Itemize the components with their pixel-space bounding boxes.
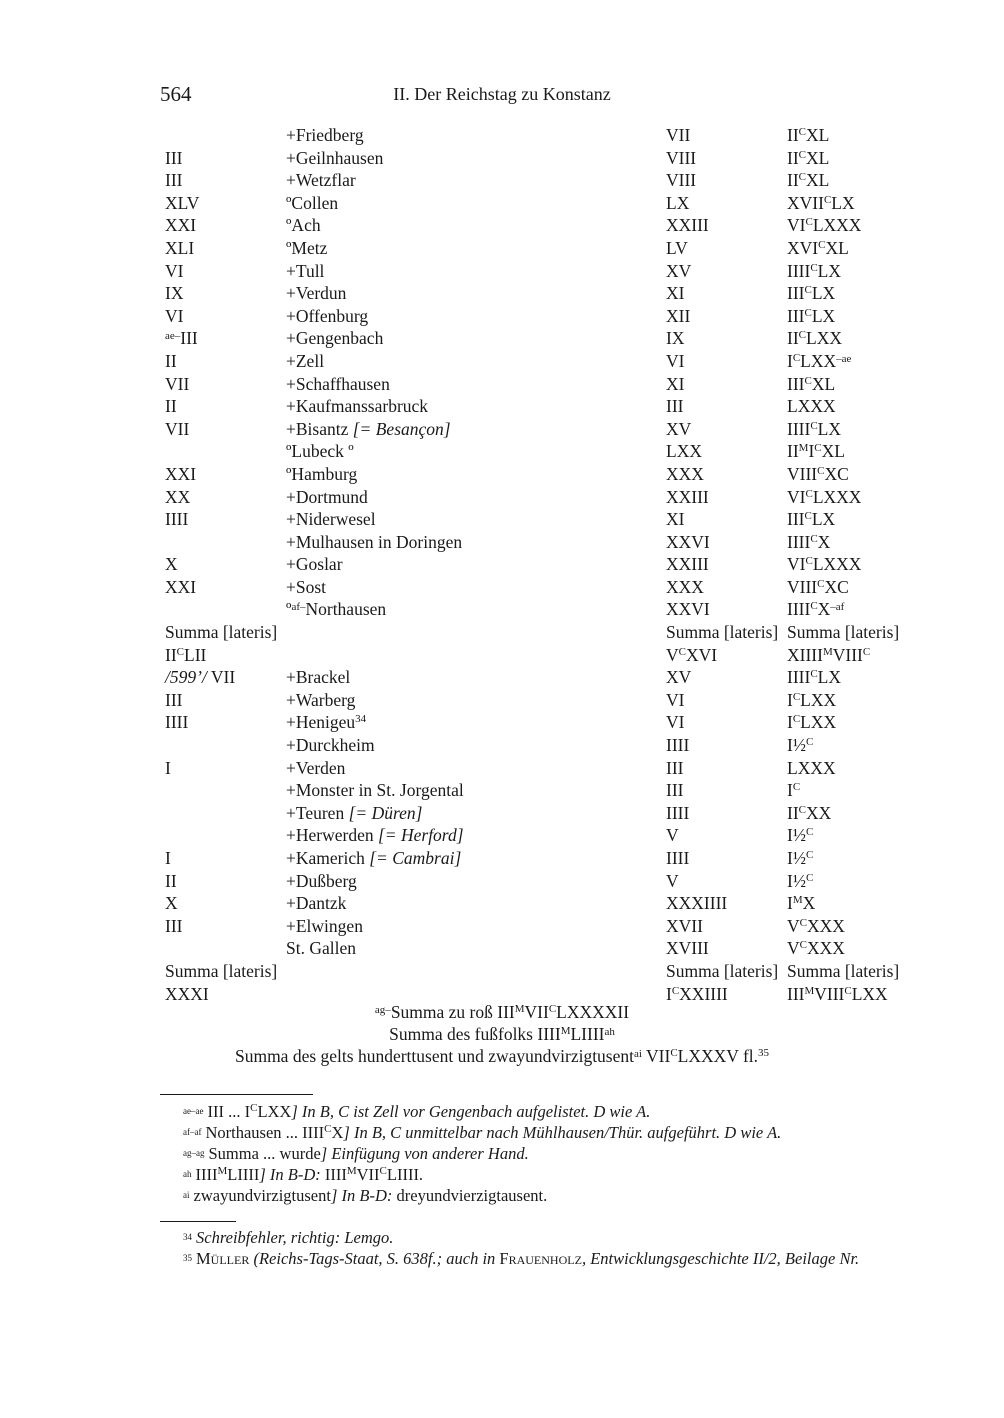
table-cell-c3: VI [666, 689, 685, 710]
table-cell-c2: St. Gallen [286, 938, 356, 959]
table-cell-c1: XX [165, 486, 191, 507]
table-cell-c4: $VI^CLXXX$ [787, 554, 862, 575]
table-cell-c1: III [165, 170, 183, 191]
table-cell-c2: +Verden [286, 757, 346, 778]
table-cell-c1: IIII [165, 712, 189, 733]
table-cell-c3: XVII [666, 915, 703, 936]
table-cell-c4: $II^CXL$ [787, 125, 830, 145]
table-cell-c3: XV [666, 418, 692, 439]
table-cell-c4: $II^MI^CXL$ [787, 441, 845, 462]
table-cell-c2: +Tull [286, 260, 325, 281]
table-cell-c2: +Kamerich [= Cambrai] [286, 848, 462, 868]
note-marker: ae–ae [183, 1106, 204, 1116]
table-cell-c2: +Henigeu$^{34}$ [286, 712, 367, 733]
table-cell-c4: $XIIII^MVIII^C$ [787, 644, 871, 665]
table-cell-c1: III [165, 915, 183, 936]
table-cell-c2: +Geilnhausen [286, 147, 384, 168]
table-cell-c4: $I^MX$ [787, 893, 816, 914]
table-cell-c2: +Brackel [286, 667, 351, 688]
table-cell-c2: +Sost [286, 576, 327, 597]
table-cell-c2: +Wetzflar [286, 170, 356, 191]
table-cell-c2: +Goslar [286, 554, 343, 575]
note-marker: af–af [183, 1127, 202, 1137]
table-cell-c4: $I^CLXX$ [787, 689, 837, 710]
note-line: ah $IIII^MLIIII$] In B-D: $IIII^MVII^CLIIII$. [183, 1165, 424, 1184]
table-cell-c4: $I^C$ [787, 780, 801, 801]
footnote-rule [160, 1221, 236, 1222]
table-cell-c3: XI [666, 373, 685, 394]
table-cell-c4: $III^CLX$ [787, 509, 836, 530]
table-cell-c3: $V^CXVI$ [666, 644, 718, 665]
table-cell-c3: XV [666, 260, 692, 281]
table-cell-c1: II [165, 350, 177, 371]
table-cell-c4: Summa [lateris] [787, 622, 900, 643]
page-number: 564 [160, 82, 192, 106]
table-cell-c2: ºMetz [286, 237, 328, 258]
note-line: ag–ag Summa ... wurde] Einfügung von anderer Hand. [183, 1144, 529, 1163]
table-cell-c1: I [165, 848, 171, 868]
table-cell-c1: $^{ae-}$III [165, 328, 198, 349]
table-cell-c4: $VI^CLXXX$ [787, 215, 862, 236]
table-cell-c1: XLI [165, 237, 195, 258]
table-cell-c4: $I^CLXX^{-ae}$ [787, 350, 852, 371]
table-cell-c3: VIII [666, 147, 697, 168]
table-cell-c3: XII [666, 305, 691, 326]
table-cell-c4: $IIII^CLX$ [787, 418, 841, 439]
table-cell-c2: +Zell [286, 350, 325, 371]
footnote-marker: 34 [183, 1232, 192, 1242]
table-cell-c2: º$^{af-}$Northausen [286, 599, 387, 620]
table-cell-c2: +Offenburg [286, 305, 369, 326]
table-cell-c2: +Teuren [= Düren] [286, 802, 423, 823]
table-cell-c4: I½$^C$ [787, 825, 814, 846]
table-cell-c2: +Gengenbach [286, 328, 384, 349]
table-cell-c1: Summa [lateris] [165, 960, 278, 981]
running-title: II. Der Reichstag zu Konstanz [393, 84, 611, 104]
table-cell-c1: II [165, 396, 177, 417]
table-cell-c3: XVIII [666, 938, 709, 959]
table-cell-c3: XXXIIII [666, 893, 728, 914]
table-cell-c2: +Mulhausen in Doringen [286, 531, 463, 552]
table-cell-c1: XXI [165, 576, 197, 597]
apparatus-rule [160, 1094, 313, 1095]
table-cell-c4: $IIII^CLX$ [787, 667, 841, 688]
table-cell-c1: X [165, 554, 178, 575]
table-cell-c1: XXI [165, 215, 197, 236]
table-cell-c1: III [165, 147, 183, 168]
table-cell-c2: +Herwerden [= Herford] [286, 825, 464, 846]
table-cell-c4: Summa [lateris] [787, 960, 900, 981]
table-cell-c2: +Dortmund [286, 486, 368, 507]
table-cell-c2: +Verdun [286, 283, 347, 304]
table-cell-c3: XV [666, 667, 692, 688]
table-cell-c3: XI [666, 283, 685, 304]
note-line: af–af Northausen ... $IIII^CX$] In B, C unmittelbar nach Mühlhausen/Thür. aufgeführt. D wie A. [183, 1123, 782, 1142]
table-cell-c4: $III^MVIII^CLXX$ [787, 983, 888, 1004]
table-cell-c2: +Elwingen [286, 915, 363, 936]
table-cell-c2: +Monster in St. Jorgental [286, 780, 464, 801]
table-cell-c3: XXVI [666, 599, 710, 620]
table-cell-c3: $I^CXXIIII$ [666, 983, 728, 1004]
table-cell-c2: +Durckheim [286, 735, 375, 756]
table-cell-c4: LXXX [787, 757, 836, 778]
table-cell-c4: $IIII^CLX$ [787, 260, 841, 281]
table-cell-c3: Summa [lateris] [666, 960, 779, 981]
table-cell-c2: +Schaffhausen [286, 373, 390, 394]
table-cell-c3: VI [666, 712, 685, 733]
table-cell-c3: VII [666, 125, 691, 145]
table-cell-c1: IIII [165, 509, 189, 530]
table-cell-c1: $II^CLII$ [165, 644, 207, 665]
table-cell-c1: I [165, 757, 171, 778]
note-marker: ai [183, 1190, 190, 1200]
note-line: ai zwayundvirzigtusent] In B-D: dreyundvierzigtausent. [183, 1186, 548, 1205]
footnote-marker: 35 [183, 1253, 192, 1263]
table-cell-c3: XXIII [666, 215, 709, 236]
table-cell-c4: $V^CXXX$ [787, 938, 845, 959]
table-cell-c3: V [666, 825, 679, 846]
table-cell-c4: $I^CLXX$ [787, 712, 837, 733]
total-riders: $^{ag-}$Summa zu roß $III^MVII^CLXXXXII$ [374, 1002, 630, 1022]
table-cell-c4: $IIII^CX^{-af}$ [787, 599, 845, 620]
note-marker: ag–ag [183, 1148, 205, 1158]
table-cell-c4: LXXX [787, 396, 836, 417]
table-cell-c1: IX [165, 283, 184, 304]
table-cell-c3: VIII [666, 170, 697, 191]
table-cell-c3: IIII [666, 802, 690, 823]
table-cell-c3: XXVI [666, 531, 710, 552]
table-cell-c1: II [165, 870, 177, 891]
table-cell-c3: LXX [666, 441, 702, 462]
table-cell-c4: I½$^C$ [787, 735, 814, 756]
table-cell-c1: VI [165, 260, 184, 281]
table-cell-c4: $II^CLXX$ [787, 328, 842, 349]
table-cell-c4: I½$^C$ [787, 848, 814, 868]
table-cell-c3: XXX [666, 463, 704, 484]
table-cell-c1: VII [165, 373, 190, 394]
table-cell-c2: ºHamburg [286, 463, 358, 484]
table-cell-c3: LV [666, 237, 688, 258]
table-cell-c3: XI [666, 509, 685, 530]
table-cell-c2: ºLubeck º [286, 441, 354, 462]
table-cell-c1: VII [165, 418, 190, 439]
table-cell-c4: $IIII^CX$ [787, 531, 831, 552]
table-cell-c2: ºCollen [286, 192, 339, 213]
total-money: Summa des gelts hunderttusent und zwayundvirzigtusent$^{ai}$ $VII^CLXXXV$ fl.$^{35}$ [234, 1046, 770, 1066]
table-cell-c3: V [666, 870, 679, 891]
table-cell-c3: XXIII [666, 486, 709, 507]
note-marker: ah [183, 1169, 192, 1179]
table-cell-c2: +Dußberg [286, 870, 357, 891]
table-cell-c3: XXX [666, 576, 704, 597]
total-foot: Summa des fußfolks $IIII^MLIIII^{ah}$ [389, 1024, 615, 1044]
table-cell-c3: Summa [lateris] [666, 622, 779, 643]
table-cell-c3: LX [666, 192, 690, 213]
table-cell-c1: XXI [165, 463, 197, 484]
table-cell-c2: +Warberg [286, 689, 356, 710]
table-cell-c3: III [666, 757, 684, 778]
table-cell-c4: $XVII^CLX$ [787, 192, 855, 213]
table-cell-c3: VI [666, 350, 685, 371]
table-cell-c1: Summa [lateris] [165, 622, 278, 643]
table-cell-c4: $V^CXXX$ [787, 915, 845, 936]
table-cell-c4: $XVI^CXL$ [787, 237, 849, 258]
totals-block [0, 1001, 1004, 1067]
note-line: ae–ae III ... $I^CLXX$] In B, C ist Zell vor Gengenbach aufgelistet. D wie A. [183, 1102, 651, 1121]
table-cell-c4: $II^CXL$ [787, 147, 830, 168]
footnote-line: 34 Schreibfehler, richtig: Lemgo. [183, 1228, 394, 1247]
table-cell-c4: $III^CLX$ [787, 283, 836, 304]
table-cell-c1: III [165, 689, 183, 710]
table-cell-c4: $VIII^CXC$ [787, 463, 849, 484]
table-cell-c3: XXIII [666, 554, 709, 575]
apparatus-notes [183, 1101, 781, 1206]
table-cell-c1: /599’/ VII [165, 667, 236, 688]
table-cell-c2: +Niderwesel [286, 509, 376, 530]
table-cell-c4: $VIII^CXC$ [787, 576, 849, 597]
table-cell-c4: I½$^C$ [787, 870, 814, 891]
table-cell-c1: XXXI [165, 983, 209, 1004]
table-cell-c4: $II^CXX$ [787, 802, 832, 823]
table-cell-c2: ºAch [286, 215, 321, 236]
table-cell-c3: III [666, 396, 684, 417]
footnote-line: 35 Müller (Reichs-Tags-Staat, S. 638f.; auch in Frauenholz, Entwicklungsgeschichte II/2, Beilage Nr. [183, 1249, 860, 1268]
footnotes [183, 1227, 859, 1269]
table-cell-c3: IIII [666, 848, 690, 868]
table-cell-c2: +Kaufmanssarbruck [286, 396, 429, 417]
table-cell-c4: $III^CLX$ [787, 305, 836, 326]
table-cell-c4: $II^CXL$ [787, 170, 830, 191]
table-cell-c4: $VI^CLXXX$ [787, 486, 862, 507]
table-cell-c4: $III^CXL$ [787, 373, 836, 394]
table-cell-c1: XLV [165, 192, 200, 213]
table-cell-c3: III [666, 780, 684, 801]
table-cell-c2: +Friedberg [286, 125, 364, 145]
table-cell-c2: +Bisantz [= Besançon] [286, 418, 451, 439]
table-cell-c3: IIII [666, 735, 690, 756]
table-cell-c1: X [165, 893, 178, 914]
table-cell-c1: VI [165, 305, 184, 326]
table-cell-c2: +Dantzk [286, 893, 347, 914]
table-cell-c3: IX [666, 328, 685, 349]
